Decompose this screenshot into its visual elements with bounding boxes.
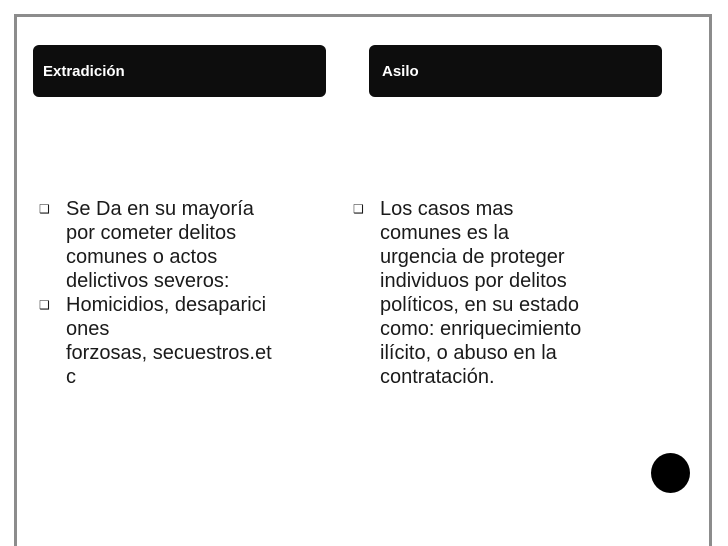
extradicion-list [39, 197, 319, 389]
list-line: Los casos mas [380, 198, 514, 220]
list-line: forzosas, secuestros.et [66, 342, 272, 364]
header-extradicion [33, 45, 326, 97]
header-asilo [369, 45, 662, 97]
list-line: como: enriquecimiento [380, 318, 582, 340]
header-title: Extradición [43, 62, 125, 80]
list-line: comunes es la [380, 222, 509, 244]
hollow-square-bullet-icon: ❑ [353, 202, 364, 216]
list-line: c [66, 366, 76, 388]
list-line: individuos por delitos [380, 270, 567, 292]
hollow-square-bullet-icon: ❑ [39, 202, 50, 216]
list-item [39, 197, 319, 293]
list-line: delictivos severos: [66, 270, 230, 292]
list-line: ones [66, 318, 110, 340]
asilo-list [353, 197, 633, 389]
list-item [39, 293, 319, 389]
list-line: ilícito, o abuso en la [380, 342, 557, 364]
list-line: contratación. [380, 366, 495, 388]
list-item [353, 197, 633, 389]
decorative-circle-icon [651, 453, 690, 493]
list-line: urgencia de proteger [380, 246, 565, 268]
list-line: Homicidios, desaparici [66, 294, 267, 316]
header-title: Asilo [382, 62, 419, 80]
hollow-square-bullet-icon: ❑ [39, 298, 50, 312]
list-line: políticos, en su estado [380, 294, 580, 316]
list-line: por cometer delitos [66, 222, 237, 244]
list-line: Se Da en su mayoría [66, 198, 254, 220]
list-line: comunes o actos [66, 246, 218, 268]
